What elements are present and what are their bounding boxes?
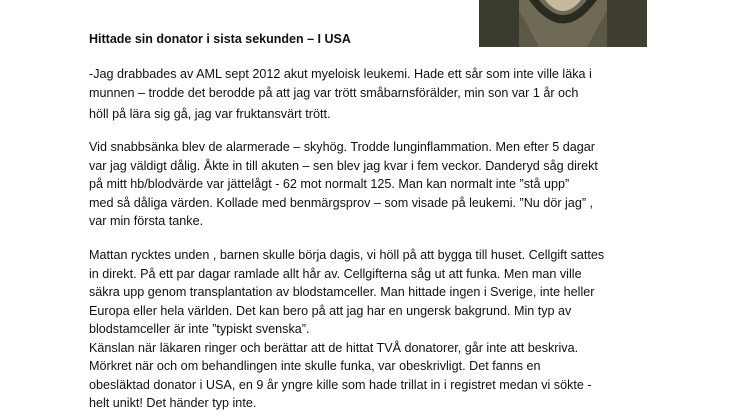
article-title: Hittade sin donator i sista sekunden – I USA: [89, 32, 351, 46]
text-line: var jag väldigt dålig. Åkte in till akuten – sen blev jag kvar i fem veckor. Danderyd såg direkt: [89, 158, 598, 173]
text-line: Mattan rycktes unden , barnen skulle börja dagis, vi höll på att bygga till huset. Cellgift sattes: [89, 248, 605, 262]
portrait-image: [479, 0, 647, 47]
text-line: helt unikt! Det händer typ inte.: [89, 396, 257, 410]
paragraph-2: [89, 138, 598, 231]
text-line: Mörkret när och om behandlingen inte skulle funka, var obeskrivligt. Det fanns en: [89, 359, 541, 373]
text-line: var min första tanke.: [89, 214, 204, 228]
text-line: obesläktad donator i USA, en 9 år yngre kille som hade trillat in i registret medan vi sökte -: [89, 377, 592, 392]
text-line: in direkt. På ett par dagar ramlade allt hår av. Cellgifterna såg ut att funka. Men man ville: [89, 266, 582, 281]
text-line: Känslan när läkaren ringer och berättar att de hittat TVÅ donatorer, går inte att beskriva.: [89, 340, 579, 355]
text-line: Vid snabbsänka blev de alarmerade – skyhög. Trodde lunginflammation. Men efter 5 dagar: [89, 140, 595, 154]
text-line: säkra upp genom transplantation av blodstamceller. Man hittade ingen i Sverige, inte heller: [89, 285, 595, 299]
paragraph-3: [89, 246, 604, 413]
article-photo: [479, 0, 647, 47]
text-line: höll på lära sig gå, jag var fruktansvärt trött.: [89, 107, 331, 121]
text-line: på mitt hb/blodvärde var jättelågt - 62 mot normalt 125. Man kan normalt inte ”stå upp”: [89, 177, 570, 191]
text-line: med så dåliga värden. Kollade med benmärgsprov – som visade på leukemi. ”Nu dör jag” ,: [89, 195, 594, 210]
text-line: munnen – trodde det berodde på att jag var trött småbarnsförälder, min son var 1 år och: [89, 85, 579, 100]
paragraph-1: [89, 65, 592, 124]
text-line: blodstamceller är inte ”typiskt svenska”.: [89, 322, 310, 336]
text-line: -Jag drabbades av AML sept 2012 akut myeloisk leukemi. Hade ett sår som inte ville läka i: [89, 67, 592, 81]
text-line: Europa eller hela världen. Det kan bero på att jag har en ungersk bakgrund. Min typ av: [89, 303, 572, 318]
